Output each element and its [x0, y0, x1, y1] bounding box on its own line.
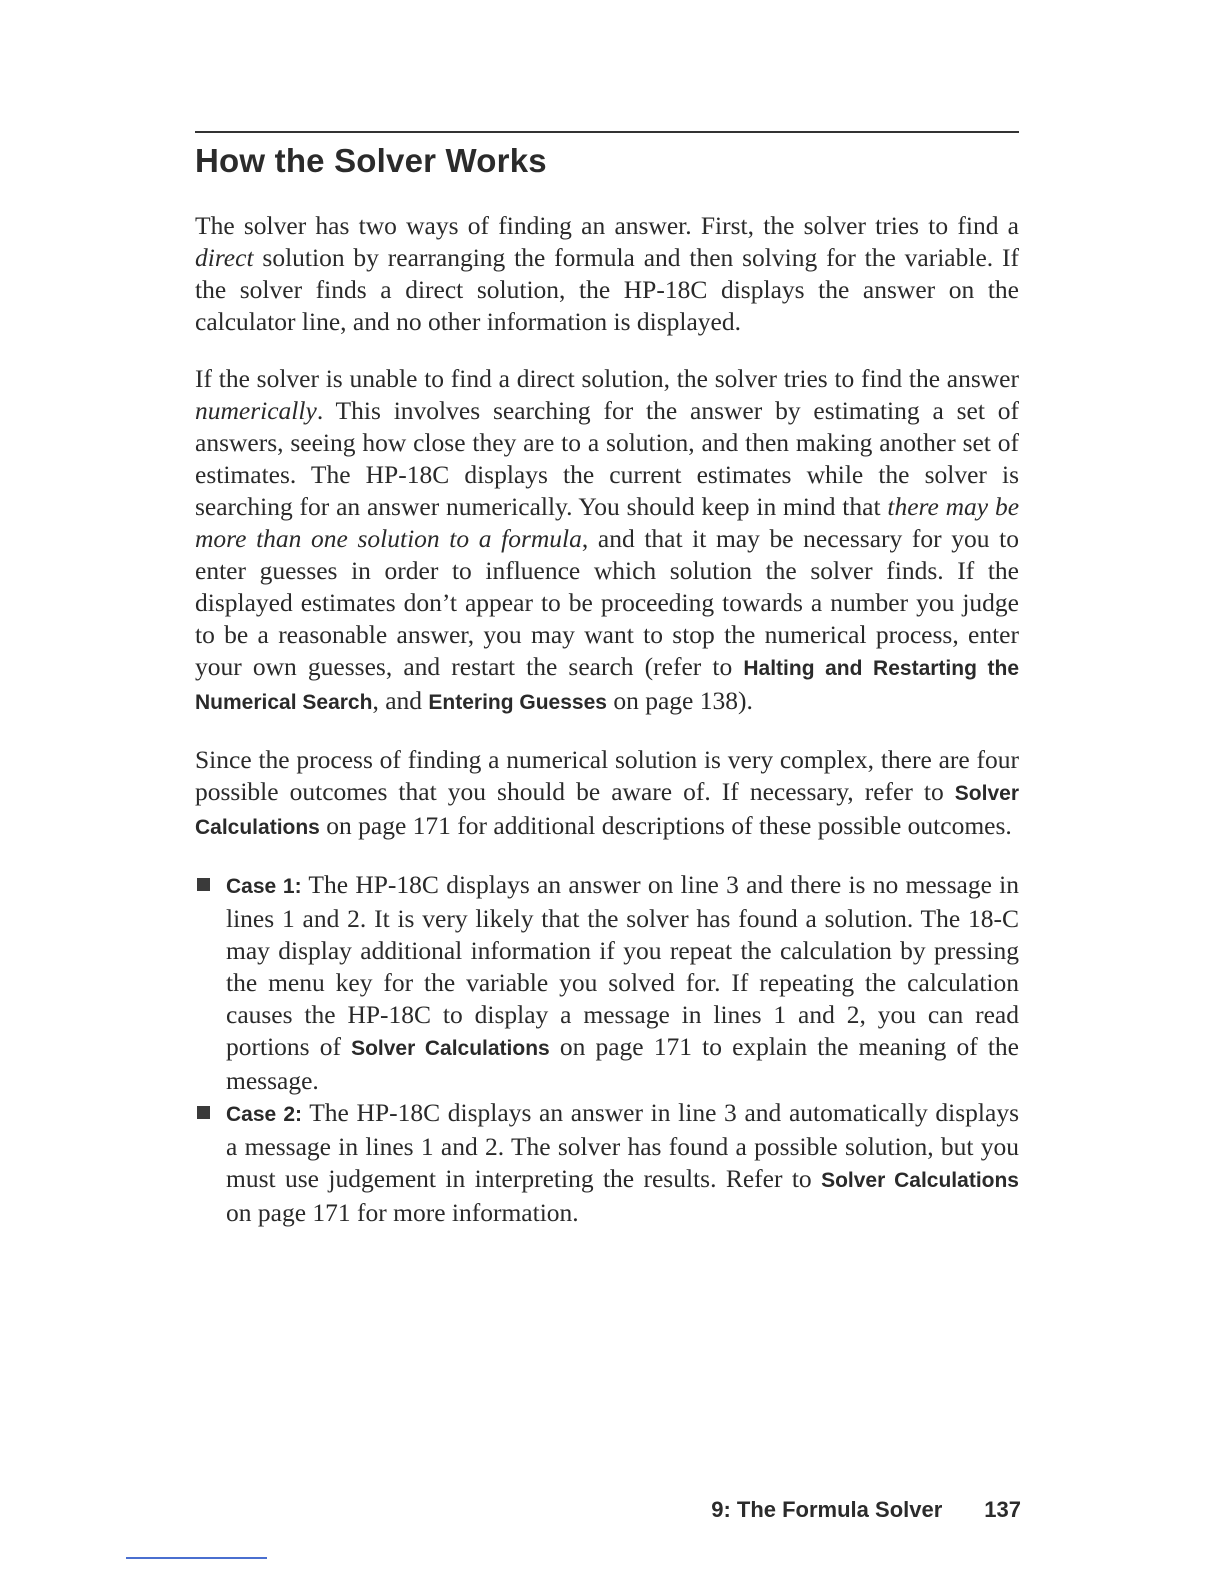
paragraph-numerical-solution	[195, 363, 1019, 719]
xref-solver-calculations: Solver Calculations	[351, 1037, 550, 1060]
case-label: Case 1:	[226, 875, 302, 898]
text: Since the process of finding a numerical solution is very complex, there are four possible outcomes that you should be aware of. If necessary, refer to	[195, 745, 1019, 806]
text: The HP-18C displays an answer on line 3 and there is no message in lines 1 and 2. It is very likely that the solver has found a solution. The 18-C may display additional information if you repeat the calculation by pressing the menu key for the variable you solved for. If repeating the calculation causes the HP-18C to display a message in lines 1 and 2, you can read portions of	[226, 870, 1019, 1061]
case-list	[195, 869, 1019, 1229]
xref-entering-guesses: Entering Guesses	[428, 691, 607, 714]
emphasis-numerically: numerically	[195, 396, 317, 425]
text: on page 171 for additional descriptions of these possible outcomes.	[319, 811, 1012, 840]
case-item-2	[195, 1097, 1019, 1229]
section-heading: How the Solver Works	[195, 142, 547, 179]
text: . This involves searching for the answer by estimating a set of answers, seeing how close they are to a solution, and then making another set of estimates. The HP-18C displays the current estimates while the solver is searching for an answer numerically. You should keep in mind that	[195, 396, 1019, 521]
paragraph-direct-solution	[195, 210, 1019, 338]
header-rule	[195, 131, 1019, 133]
chapter-title: 9: The Formula Solver	[711, 1497, 943, 1522]
emphasis-direct: direct	[195, 243, 254, 272]
bottom-edge-mark	[126, 1557, 267, 1559]
text: solution by rearranging the formula and then solving for the variable. If the solver finds a direct solution, the HP-18C displays the answer on the calculator line, and no other information is displayed.	[195, 243, 1019, 336]
xref-solver-calculations: Solver Calculations	[821, 1169, 1019, 1192]
emphasis-more-than-one-solution: there may be more than one solution to a formula	[195, 492, 1020, 553]
square-bullet-icon	[197, 1106, 210, 1119]
text: on page 138).	[606, 686, 753, 715]
square-bullet-icon	[197, 878, 210, 891]
xref-halting-and-restarting: Halting and Restarting the Numerical Search	[195, 657, 1019, 714]
page-footer	[711, 1497, 1021, 1523]
text: , and that it may be necessary for you to enter guesses in order to influence which solution the solver finds. If the displayed estimates don’t appear to be proceeding towards a number you judge to be a reasonable answer, you may want to stop the numerical process, enter your own guesses, and restart the search (refer to	[195, 524, 1019, 681]
case-label: Case 2:	[226, 1103, 303, 1126]
paragraph-possible-outcomes	[195, 744, 1019, 844]
body-text	[195, 210, 1019, 1229]
text: on page 171 for more information.	[226, 1198, 579, 1227]
page-number: 137	[984, 1497, 1021, 1522]
xref-solver-calculations: Solver Calculations	[195, 782, 1019, 839]
text: The solver has two ways of finding an answer. First, the solver tries to find a	[195, 211, 1019, 240]
text: , and	[372, 686, 429, 715]
case-item-1	[195, 869, 1019, 1097]
text: The HP-18C displays an answer in line 3 and automatically displays a message in lines 1 and 2. The solver has found a possible solution, but you must use judgement in interpreting the results. Refer to	[226, 1098, 1019, 1193]
text: If the solver is unable to find a direct solution, the solver tries to find the answer	[195, 364, 1019, 393]
text: on page 171 to explain the meaning of the message.	[226, 1032, 1019, 1095]
